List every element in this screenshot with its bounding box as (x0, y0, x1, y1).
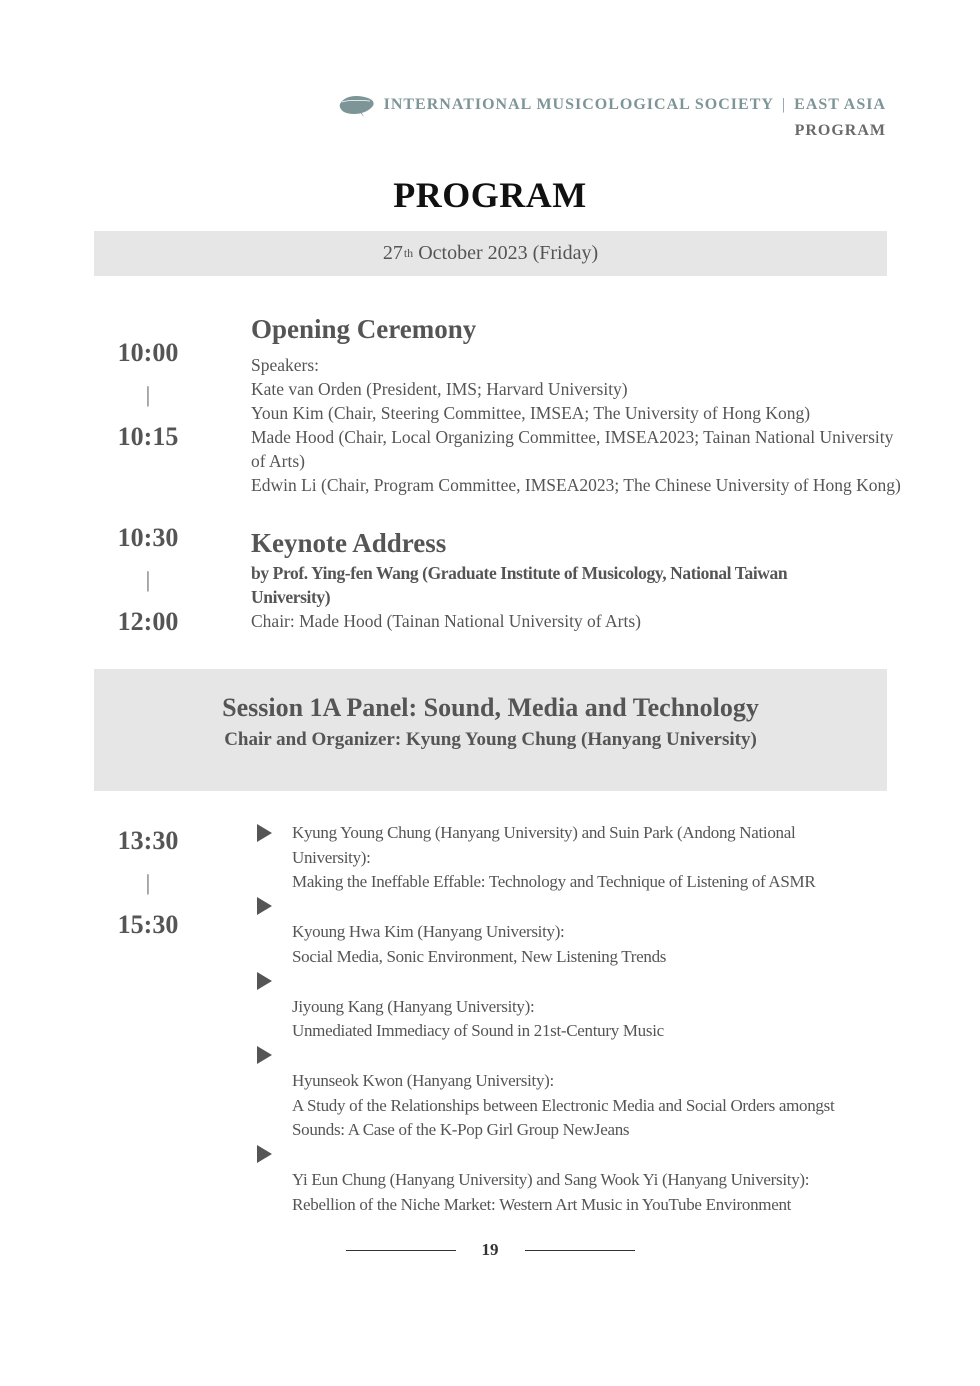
keynote-chair: Chair: Made Hood (Tainan National University of Arts) (251, 611, 642, 631)
triangle-bullet-icon (257, 824, 272, 842)
list-item (251, 970, 871, 1044)
page-number: 19 (481, 1240, 499, 1259)
header-org-line (338, 92, 886, 118)
keynote-time-end: 12:00 (117, 607, 179, 636)
header-region: EAST ASIA (794, 96, 886, 113)
triangle-bullet-icon (257, 897, 272, 915)
opening-title: Opening Ceremony (251, 314, 477, 344)
keynote-speaker: by Prof. Ying-fen Wang (Graduate Institute of Musicology, National Taiwan (251, 563, 788, 583)
keynote-time-separator: | (145, 567, 151, 592)
opening-time-start: 10:00 (117, 338, 179, 367)
talk-line: Rebellion of the Niche Market: Western Art Music in YouTube Environment (292, 1194, 792, 1214)
list-item (251, 821, 871, 895)
header-separator: | (781, 96, 787, 113)
session-time-end: 15:30 (117, 910, 179, 939)
keynote-block (251, 528, 911, 633)
talk-line: Kyoung Hwa Kim (Hanyang University): (292, 922, 565, 942)
list-item (251, 1044, 871, 1143)
keynote-title: Keynote Address (251, 528, 447, 558)
triangle-bullet-icon (257, 1145, 272, 1163)
opening-line: Kate van Orden (President, IMS; Harvard University) (251, 379, 628, 399)
date-suffix: th (403, 246, 414, 260)
session-time-separator: | (145, 870, 151, 895)
session-time-start: 13:30 (117, 826, 179, 855)
triangle-bullet-icon (257, 1046, 272, 1064)
opening-time (94, 331, 202, 459)
talk-line: Unmediated Immediacy of Sound in 21st-Century Music (292, 1021, 664, 1041)
opening-ceremony-block (251, 314, 911, 497)
opening-line: Youn Kim (Chair, Steering Committee, IMSEA; The University of Hong Kong) (251, 403, 811, 423)
date-rest: October 2023 (Friday) (413, 242, 599, 264)
list-item (251, 895, 871, 969)
session-chair: Chair and Organizer: Kyung Young Chung (Hanyang University) (224, 729, 757, 750)
running-header (338, 92, 886, 140)
header-section: PROGRAM (794, 122, 886, 139)
keynote-time (94, 516, 202, 644)
date-bar (94, 231, 887, 276)
opening-line: Made Hood (Chair, Local Organizing Committee, IMSEA2023; Tainan National University (251, 427, 894, 447)
talk-line: Hyunseok Kwon (Hanyang University): (292, 1070, 554, 1090)
footer-rule-right (525, 1250, 635, 1251)
opening-line: Edwin Li (Chair, Program Committee, IMSEA2023; The Chinese University of Hong Kong) (251, 475, 901, 495)
triangle-bullet-icon (257, 972, 272, 990)
opening-time-separator: | (145, 382, 151, 407)
talk-line: Making the Ineffable Effable: Technology and Technique of Listening of ASMR (292, 872, 816, 892)
talk-line: Yi Eun Chung (Hanyang University) and Sang Wook Yi (Hanyang University): (292, 1170, 810, 1190)
footer-rule-left (346, 1250, 456, 1251)
talk-line: Kyung Young Chung (Hanyang University) and Suin Park (Andong National (292, 823, 796, 842)
talk-line: A Study of the Relationships between Electronic Media and Social Orders amongst (292, 1095, 835, 1115)
page-title: PROGRAM (393, 175, 587, 215)
keynote-speaker-cont: University) (251, 587, 331, 607)
opening-line: of Arts) (251, 451, 305, 471)
session-title: Session 1A Panel: Sound, Media and Technology (222, 693, 759, 722)
ims-bird-logo-icon (338, 92, 376, 118)
session-time (94, 819, 202, 947)
talk-line: Sounds: A Case of the K-Pop Girl Group NewJeans (292, 1120, 630, 1140)
date-day: 27 (382, 242, 403, 264)
page-footer (0, 1240, 980, 1260)
session-header-bar (94, 669, 887, 791)
talk-line: University): (292, 847, 371, 867)
header-org: INTERNATIONAL MUSICOLOGICAL SOCIETY (383, 96, 774, 113)
talk-line: Social Media, Sonic Environment, New Listening Trends (292, 946, 667, 966)
list-item (251, 1143, 871, 1217)
opening-line: Speakers: (251, 355, 320, 375)
talk-list (251, 821, 871, 1217)
keynote-time-start: 10:30 (117, 523, 179, 552)
talk-line: Jiyoung Kang (Hanyang University): (292, 996, 535, 1016)
opening-time-end: 10:15 (117, 422, 179, 451)
